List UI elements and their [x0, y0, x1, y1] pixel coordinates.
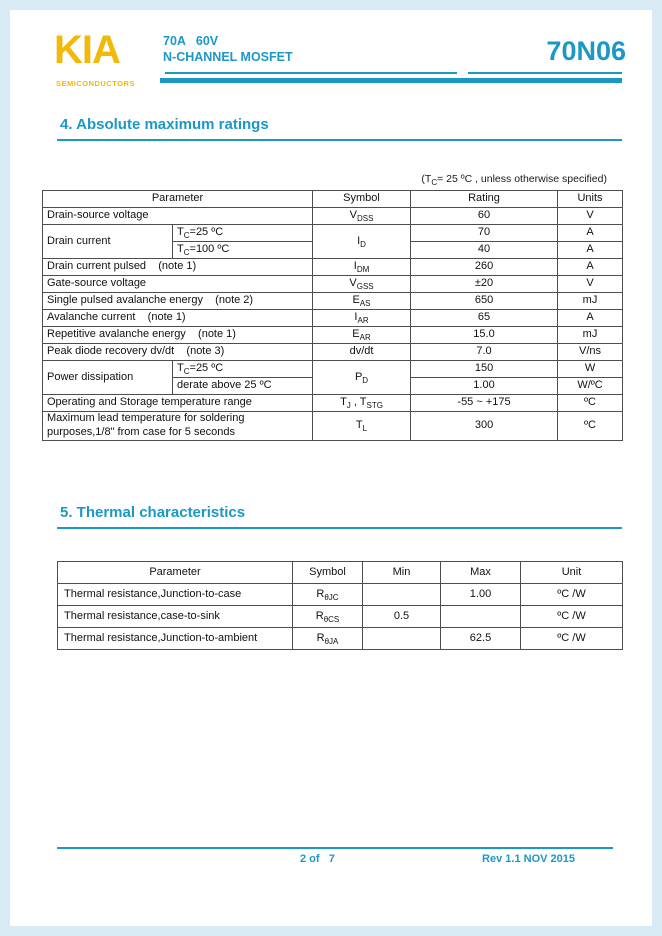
table-cell: derate above 25 ºC	[173, 378, 313, 395]
table-cell: 1.00	[411, 378, 558, 395]
table-row	[43, 361, 623, 378]
table-row	[43, 344, 623, 361]
part-number: 70N06	[546, 36, 626, 66]
table-cell: Thermal resistance,case-to-sink	[58, 606, 293, 628]
table-cell: W/ºC	[558, 378, 623, 395]
table-cell: 1.00	[441, 584, 521, 606]
table-row	[43, 327, 623, 344]
table-cell: 150	[411, 361, 558, 378]
logo-tagline: SEMICONDUCTORS	[56, 79, 135, 88]
table-cell: ºC /W	[521, 584, 623, 606]
table-cell: 70	[411, 225, 558, 242]
header-thin-rule-left	[165, 72, 457, 74]
section-5-underline	[57, 527, 622, 529]
section-title-thermal-characteristics: 5. Thermal characteristics	[60, 504, 246, 521]
table-cell: $R_{\theta CS}$	[293, 606, 363, 628]
column-header: Max	[441, 562, 521, 584]
table-cell: ºC /W	[521, 628, 623, 650]
table-cell: $T_C=25$ ºC	[173, 361, 313, 378]
device-summary	[163, 33, 293, 65]
table-row	[43, 225, 623, 242]
table-cell: Thermal resistance,Junction-to-ambient	[58, 628, 293, 650]
table-row	[58, 606, 623, 628]
table-cell: $T_J$ , $T_{STG}$	[313, 395, 411, 412]
table-cell: 62.5	[441, 628, 521, 650]
table-cell: $R_{\theta JA}$	[293, 628, 363, 650]
header-thin-rule-right	[468, 72, 622, 74]
table-cell: ºC /W	[521, 606, 623, 628]
table-cell: Operating and Storage temperature range	[43, 395, 313, 412]
table-cell: Drain-source voltage	[43, 208, 313, 225]
table-cell: A	[558, 310, 623, 327]
device-type: N-CHANNEL MOSFET	[163, 50, 293, 64]
table-row	[43, 208, 623, 225]
table-cell: $T_L$	[313, 412, 411, 441]
table-row	[43, 412, 623, 441]
table-cell: Maximum lead temperature for soldering purposes,1/8" from case for 5 seconds	[43, 412, 313, 441]
table-cell: Power dissipation	[43, 361, 173, 395]
column-header: Symbol	[313, 191, 411, 208]
column-header: Parameter	[58, 562, 293, 584]
table-cell: $V_{DSS}$	[313, 208, 411, 225]
table-cell: A	[558, 259, 623, 276]
table-cell: $V_{GSS}$	[313, 276, 411, 293]
table-cell: ºC	[558, 395, 623, 412]
table-cell: $I_{AR}$	[313, 310, 411, 327]
table-cell: 15.0	[411, 327, 558, 344]
column-header: Units	[558, 191, 623, 208]
thermal-characteristics-table	[57, 561, 622, 650]
table-cell: $E_{AS}$	[313, 293, 411, 310]
table-cell: $P_D$	[313, 361, 411, 395]
column-header: Unit	[521, 562, 623, 584]
table-cell: 60	[411, 208, 558, 225]
table-cell: -55 ~ +175	[411, 395, 558, 412]
table-row	[43, 276, 623, 293]
table-row	[43, 293, 623, 310]
table-cell: V	[558, 208, 623, 225]
section-4-underline	[57, 139, 622, 141]
table-cell: A	[558, 242, 623, 259]
table-cell: Peak diode recovery dv/dt (note 3)	[43, 344, 313, 361]
section-title-absolute-maximum-ratings: 4. Absolute maximum ratings	[60, 116, 269, 133]
table-cell: ºC	[558, 412, 623, 441]
table-cell	[441, 606, 521, 628]
table-row	[43, 395, 623, 412]
table-cell: 0.5	[363, 606, 441, 628]
table-cell: Thermal resistance,Junction-to-case	[58, 584, 293, 606]
table-cell: Gate-source voltage	[43, 276, 313, 293]
table-cell: 650	[411, 293, 558, 310]
data-table	[42, 190, 623, 441]
table-cell: mJ	[558, 327, 623, 344]
column-header: Min	[363, 562, 441, 584]
kia-logo: KIA	[54, 28, 120, 72]
table-cell: $E_{AR}$	[313, 327, 411, 344]
footer-rule	[57, 847, 613, 849]
table-cell: W	[558, 361, 623, 378]
column-header: Symbol	[293, 562, 363, 584]
device-rating: 70A 60V	[163, 34, 219, 48]
table-cell: A	[558, 225, 623, 242]
table-cell: 40	[411, 242, 558, 259]
table-cell: $R_{\theta JC}$	[293, 584, 363, 606]
table-row	[58, 628, 623, 650]
datasheet-page	[10, 10, 652, 926]
table-cell: 300	[411, 412, 558, 441]
table-cell: Single pulsed avalanche energy (note 2)	[43, 293, 313, 310]
revision-label: Rev 1.1 NOV 2015	[482, 853, 575, 865]
page-number: 2 of 7	[300, 853, 335, 865]
table-cell: V	[558, 276, 623, 293]
test-condition-note: ($T_C= 25$ ºC , unless otherwise specified)	[421, 173, 607, 188]
table-cell: V/ns	[558, 344, 623, 361]
table-cell: $I_{DM}$	[313, 259, 411, 276]
column-header: Parameter	[43, 191, 313, 208]
table-cell	[363, 584, 441, 606]
table-cell	[363, 628, 441, 650]
table-cell: Drain current	[43, 225, 173, 259]
table-cell: 260	[411, 259, 558, 276]
table-cell: Drain current pulsed (note 1)	[43, 259, 313, 276]
table-cell: dv/dt	[313, 344, 411, 361]
table-cell: $I_D$	[313, 225, 411, 259]
table-cell: 65	[411, 310, 558, 327]
table-cell: mJ	[558, 293, 623, 310]
table-cell: Repetitive avalanche energy (note 1)	[43, 327, 313, 344]
table-cell: Avalanche current (note 1)	[43, 310, 313, 327]
table-row	[43, 310, 623, 327]
table-cell: $T_C=25$ ºC	[173, 225, 313, 242]
data-table	[57, 561, 623, 650]
table-cell: ±20	[411, 276, 558, 293]
table-cell: $T_C=100$ ºC	[173, 242, 313, 259]
table-cell: 7.0	[411, 344, 558, 361]
absolute-maximum-ratings-table	[42, 190, 622, 441]
table-row	[43, 259, 623, 276]
column-header: Rating	[411, 191, 558, 208]
header-thick-rule	[160, 78, 622, 83]
table-row	[58, 584, 623, 606]
